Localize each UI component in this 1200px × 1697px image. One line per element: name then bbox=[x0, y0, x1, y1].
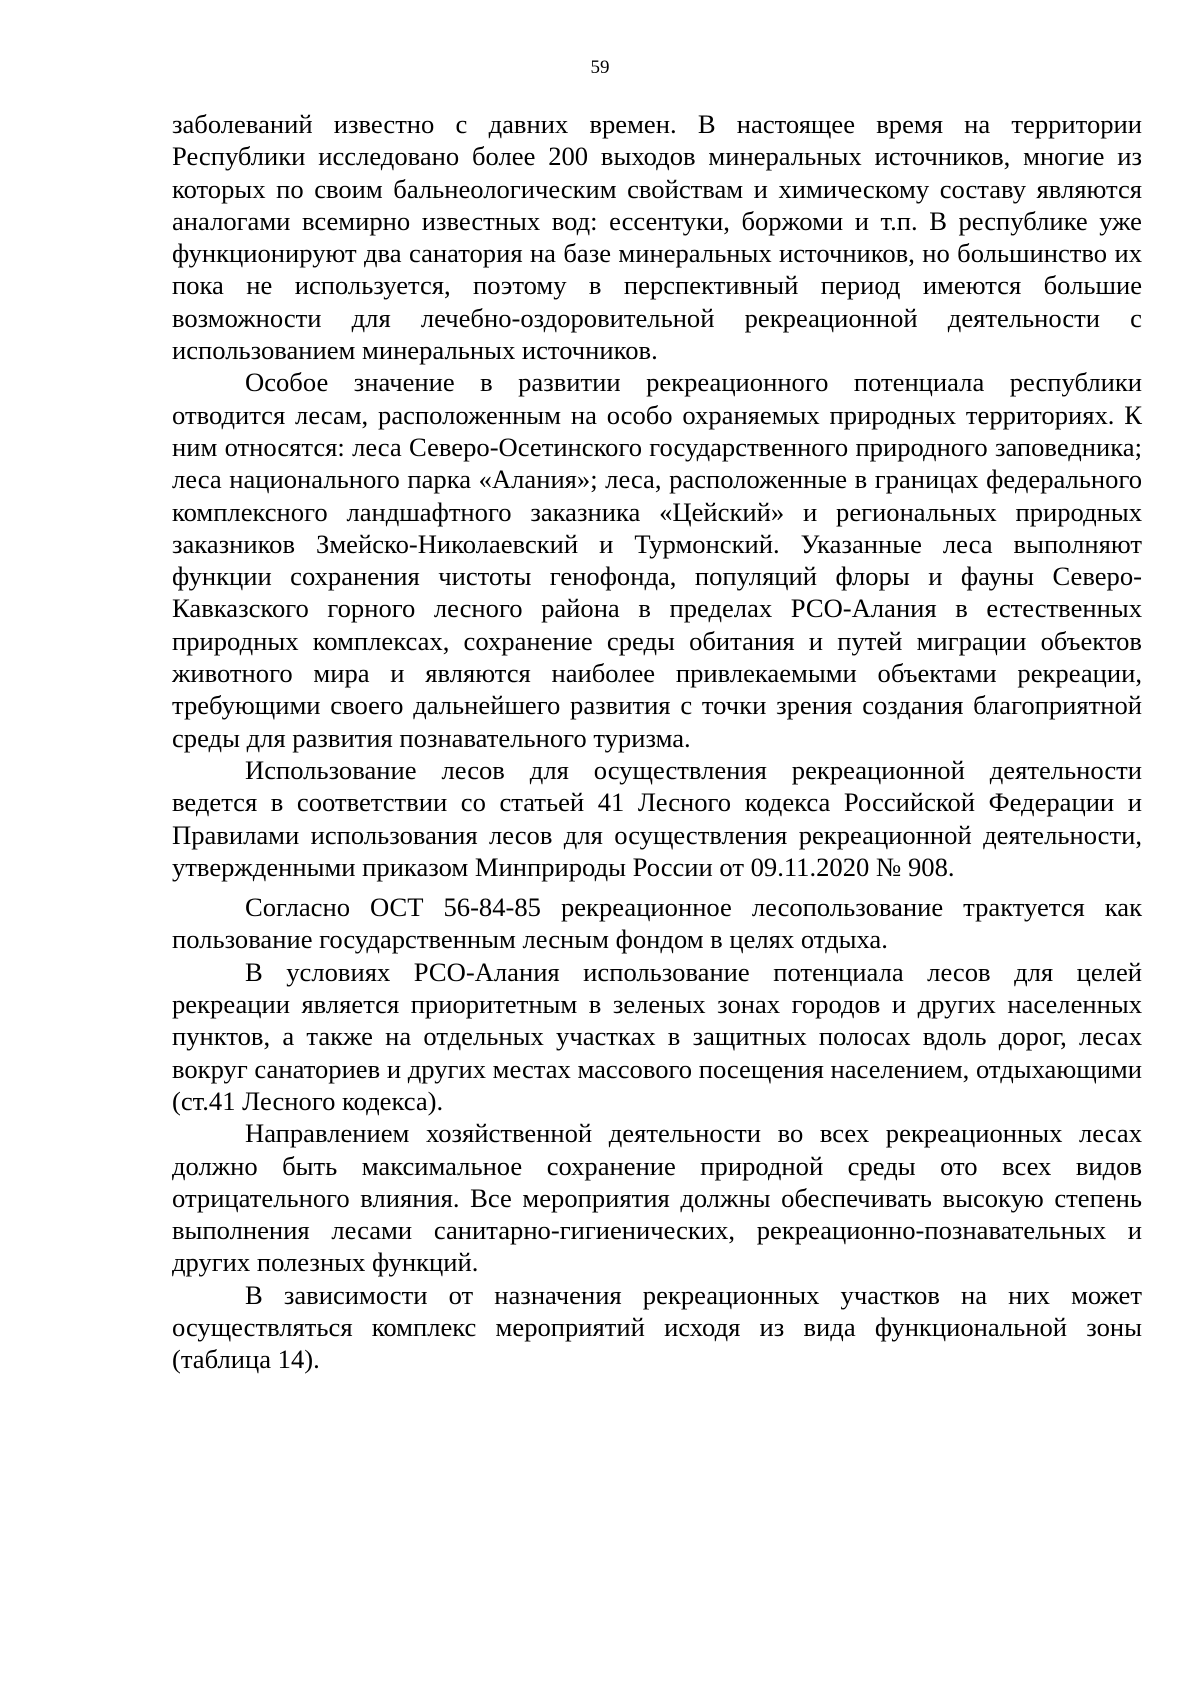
document-body bbox=[172, 108, 1142, 1376]
paragraph-mineral-springs: заболеваний известно с давних времен. В настоящее время на территории Республики исследовано более 200 выходов минеральных источников, многие из которых по своим бальнеологическим свойствам и химическому составу являются аналогами всемирно известных вод: ессентуки, боржоми и т.п. В республике уже функционируют два санатория на базе минеральных источников, но большинство их пока не используется, поэтому в перспективный период имеются большие возможности для лечебно-оздоровительной рекреационной деятельности с использованием минеральных источников. bbox=[172, 109, 1142, 366]
paragraph-functional-zones: В зависимости от назначения рекреационных участков на них может осуществляться комплекс мероприятий исходя из вида функциональной зоны (таблица 14). bbox=[172, 1279, 1142, 1375]
paragraph-economic-activity: Направлением хозяйственной деятельности во всех рекреационных лесах должно быть максимальное сохранение природной среды ото всех видов отрицательного влияния. Все мероприятия должны обеспечивать высокую степень выполнения лесами санитарно-гигиенических, рекреационно-познавательных и других полезных функций. bbox=[172, 1118, 1142, 1278]
paragraph-ost-standard: Согласно ОСТ 56-84-85 рекреационное лесопользование трактуется как пользование государственным лесным фондом в целях отдыха. bbox=[172, 892, 1142, 955]
paragraph-forest-code: Использование лесов для осуществления рекреационной деятельности ведется в соответствии со статьей 41 Лесного кодекса Российской Федерации и Правилами использования лесов для осуществления рекреационной деятельности, утвержденными приказом Минприроды России от 09.11.2020 № 908. bbox=[172, 754, 1142, 882]
paragraph-protected-forests: Особое значение в развитии рекреационного потенциала республики отводится лесам, расположенным на особо охраняемых природных территориях. К ним относятся: леса Северо-Осетинского государственного природного заповедника; леса национального парка «Алания»; леса, расположенные в границах федерального комплексного ландшафтного заказника «Цейский» и региональных природных заказников Змейско-Николаевский и Турмонский. Указанные леса выполняют функции сохранения чистоты генофонда, популяций флоры и фауны Северо-Кавказского горного лесного района в пределах РСО-Алания в естественных природных комплексах, сохранение среды обитания и путей миграции объектов животного мира и являются наиболее привлекаемыми объектами рекреации, требующими своего дальнейшего развития с точки зрения создания благоприятной среды для развития познавательного туризма. bbox=[172, 367, 1142, 753]
page-number: 59 bbox=[590, 57, 610, 78]
paragraph-green-zones: В условиях РСО-Алания использование потенциала лесов для целей рекреации является приоритетным в зеленых зонах городов и других населенных пунктов, а также на отдельных участках в защитных полосах вдоль дорог, лесах вокруг санаториев и других местах массового посещения населением, отдыхающими (ст.41 Лесного кодекса). bbox=[172, 956, 1142, 1116]
